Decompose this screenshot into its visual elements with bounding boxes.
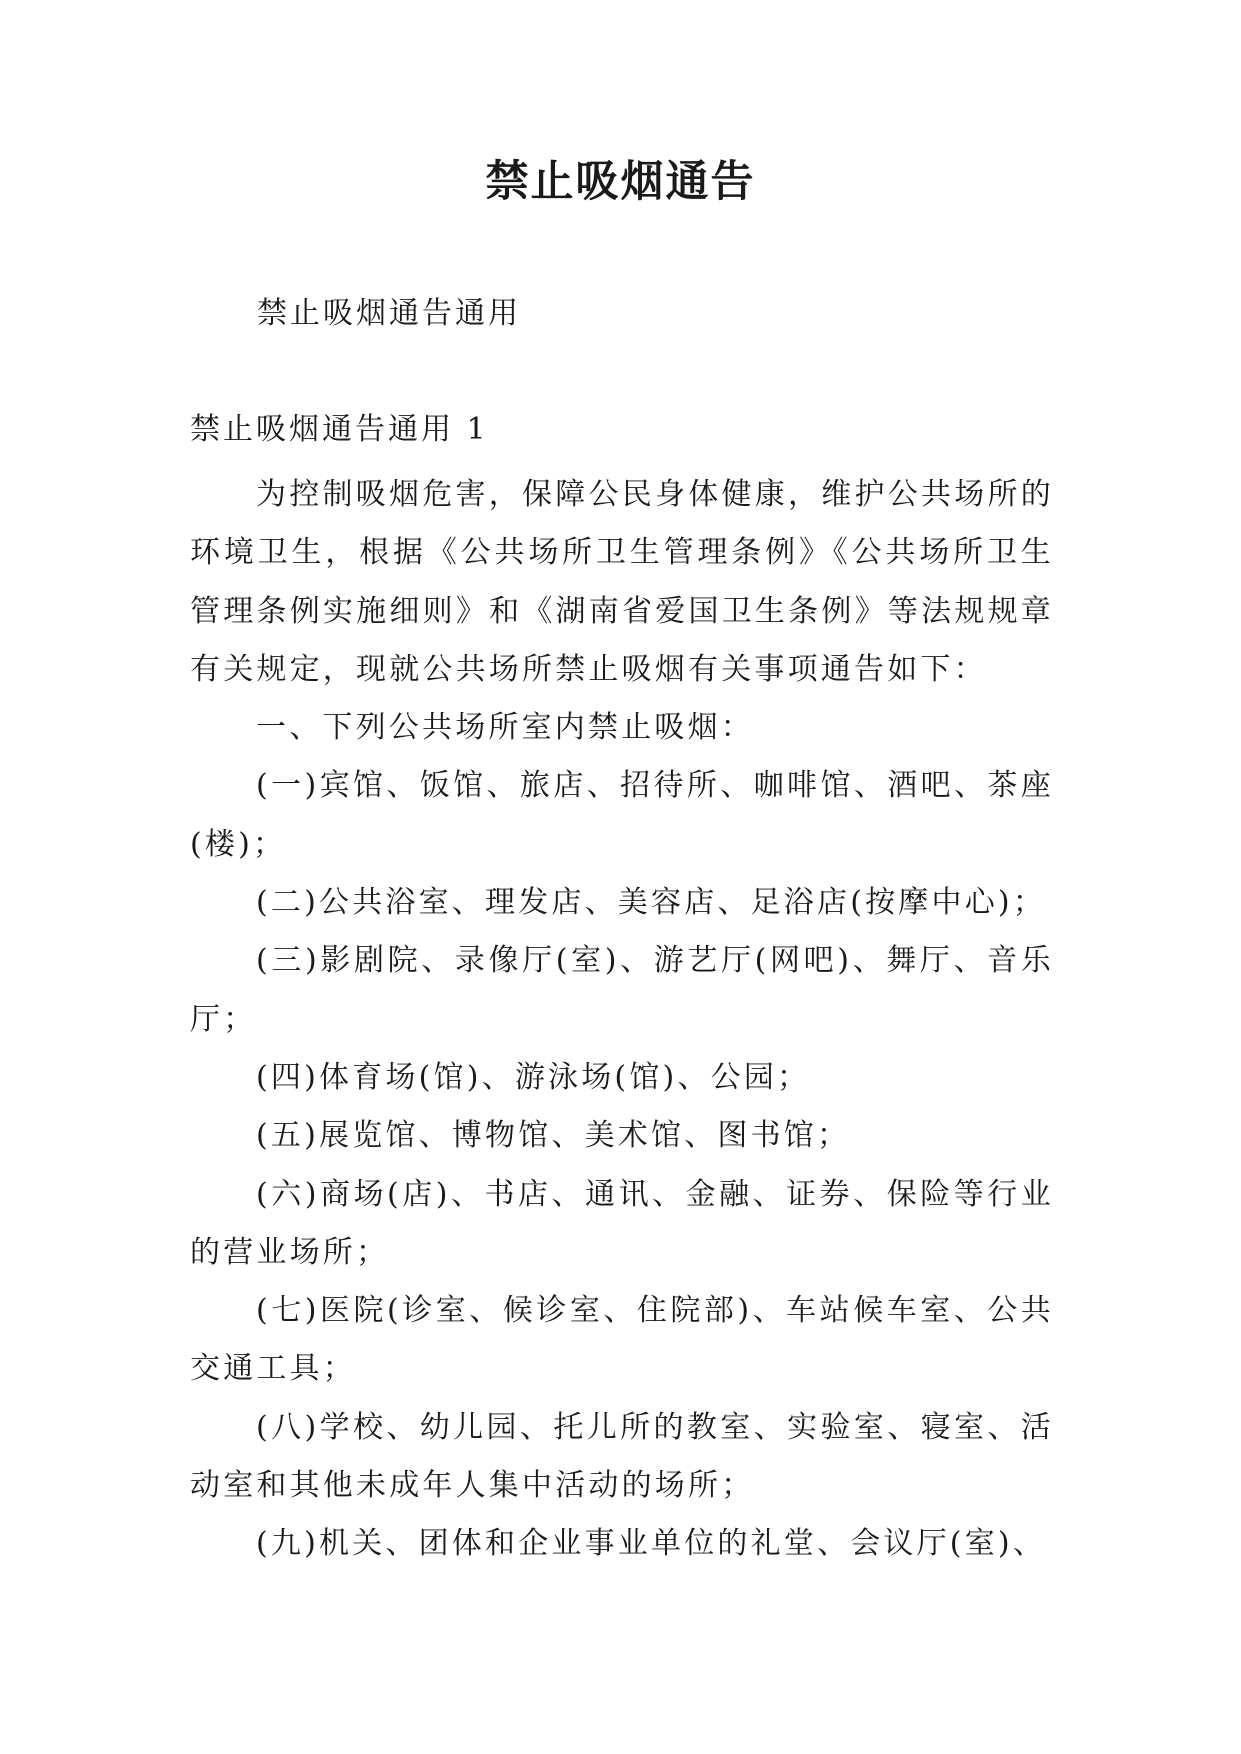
intro-paragraph: 为控制吸烟危害，保障公民身体健康，维护公共场所的环境卫生，根据《公共场所卫生管理条例》《公共场所卫生管理条例实施细则》和《湖南省爱国卫生条例》等法规规章有关规定，现就公共场所禁止吸烟有关事项通告如下： <box>190 477 1054 687</box>
document-title: 禁止吸烟通告 <box>485 157 756 207</box>
list-item-2: (二)公共浴室、理发店、美容店、足浴店(按摩中心)； <box>256 885 1047 921</box>
list-item-9: (九)机关、团体和企业事业单位的礼堂、会议厅(室)、 <box>256 1526 1047 1562</box>
document-subtitle: 禁止吸烟通告通用 <box>257 296 521 331</box>
list-item-3: (三)影剧院、录像厅(室)、游艺厅(网吧)、舞厅、音乐厅； <box>190 943 1054 1037</box>
article-one-heading: 一、下列公共场所室内禁止吸烟： <box>256 710 754 746</box>
list-item-5: (五)展览馆、博物馆、美术馆、图书馆； <box>256 1118 851 1154</box>
list-item-7: (七)医院(诊室、候诊室、住院部)、车站候车室、公共交通工具； <box>190 1293 1054 1387</box>
document-body <box>190 466 1054 1574</box>
section-heading: 禁止吸烟通告通用 1 <box>190 412 489 447</box>
list-item-6: (六)商场(店)、书店、通讯、金融、证券、保险等行业的营业场所； <box>190 1176 1054 1270</box>
list-item-1: (一)宾馆、饭馆、旅店、招待所、咖啡馆、酒吧、茶座(楼)； <box>190 768 1054 862</box>
list-item-8: (八)学校、幼儿园、托儿所的教室、实验室、寝室、活动室和其他未成年人集中活动的场所； <box>190 1409 1054 1504</box>
list-item-4: (四)体育场(馆)、游泳场(馆)、公园； <box>256 1059 811 1095</box>
